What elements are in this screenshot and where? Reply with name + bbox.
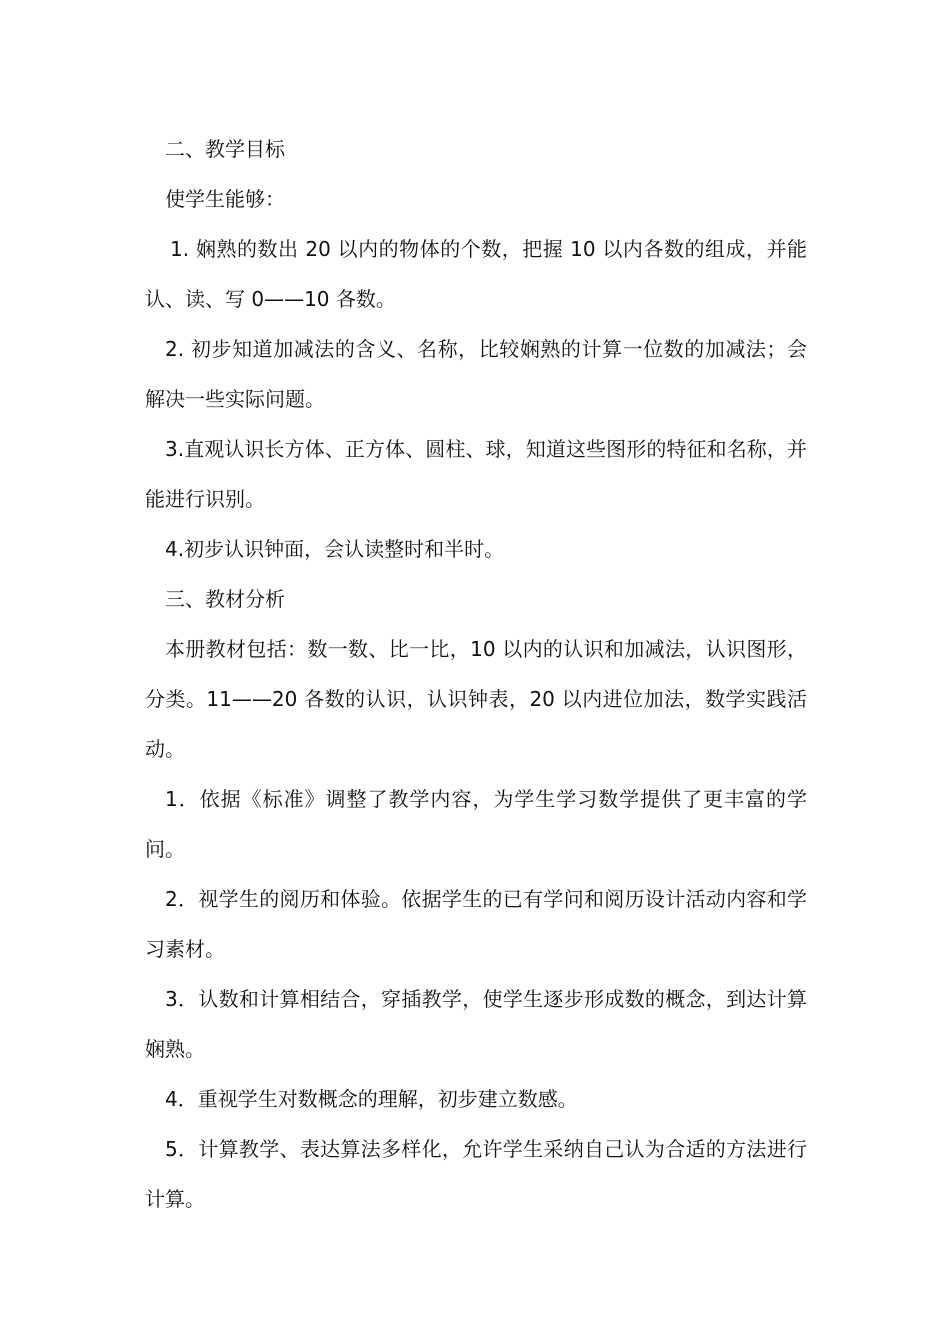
- section-intro: 本册教材包括：数一数、比一比，10 以内的认识和加减法，认识图形，分类。11——20 各数的认识，认识钟表，20 以内进位加法，数学实践活动。: [145, 637, 807, 761]
- goal-item-1: 1. 娴熟的数出 20 以内的物体的个数，把握 10 以内各数的组成，并能认、读、写 0——10 各数。: [145, 237, 807, 311]
- section-intro: 使学生能够：: [165, 187, 285, 211]
- analysis-item-5: 5．计算教学、表达算法多样化，允许学生采纳自己认为合适的方法进行计算。: [145, 1137, 807, 1211]
- goal-item-4: 4.初步认识钟面，会认读整时和半时。: [165, 537, 505, 561]
- analysis-item-2: 2．视学生的阅历和体验。依据学生的已有学问和阅历设计活动内容和学习素材。: [145, 887, 807, 961]
- analysis-item-4: 4．重视学生对数概念的理解，初步建立数感。: [165, 1087, 578, 1111]
- document-body: [145, 124, 807, 1224]
- section-heading-teaching-goals: 二、教学目标: [165, 137, 285, 161]
- analysis-item-3: 3．认数和计算相结合，穿插教学，使学生逐步形成数的概念，到达计算娴熟。: [145, 987, 807, 1061]
- goal-item-3: 3.直观认识长方体、正方体、圆柱、球，知道这些图形的特征和名称，并能进行识别。: [145, 437, 807, 511]
- analysis-item-1: 1．依据《标准》调整了教学内容，为学生学习数学提供了更丰富的学问。: [145, 787, 807, 861]
- goal-item-2: 2. 初步知道加减法的含义、名称，比较娴熟的计算一位数的加减法；会解决一些实际问题。: [145, 337, 807, 411]
- section-heading-material-analysis: 三、教材分析: [165, 587, 285, 611]
